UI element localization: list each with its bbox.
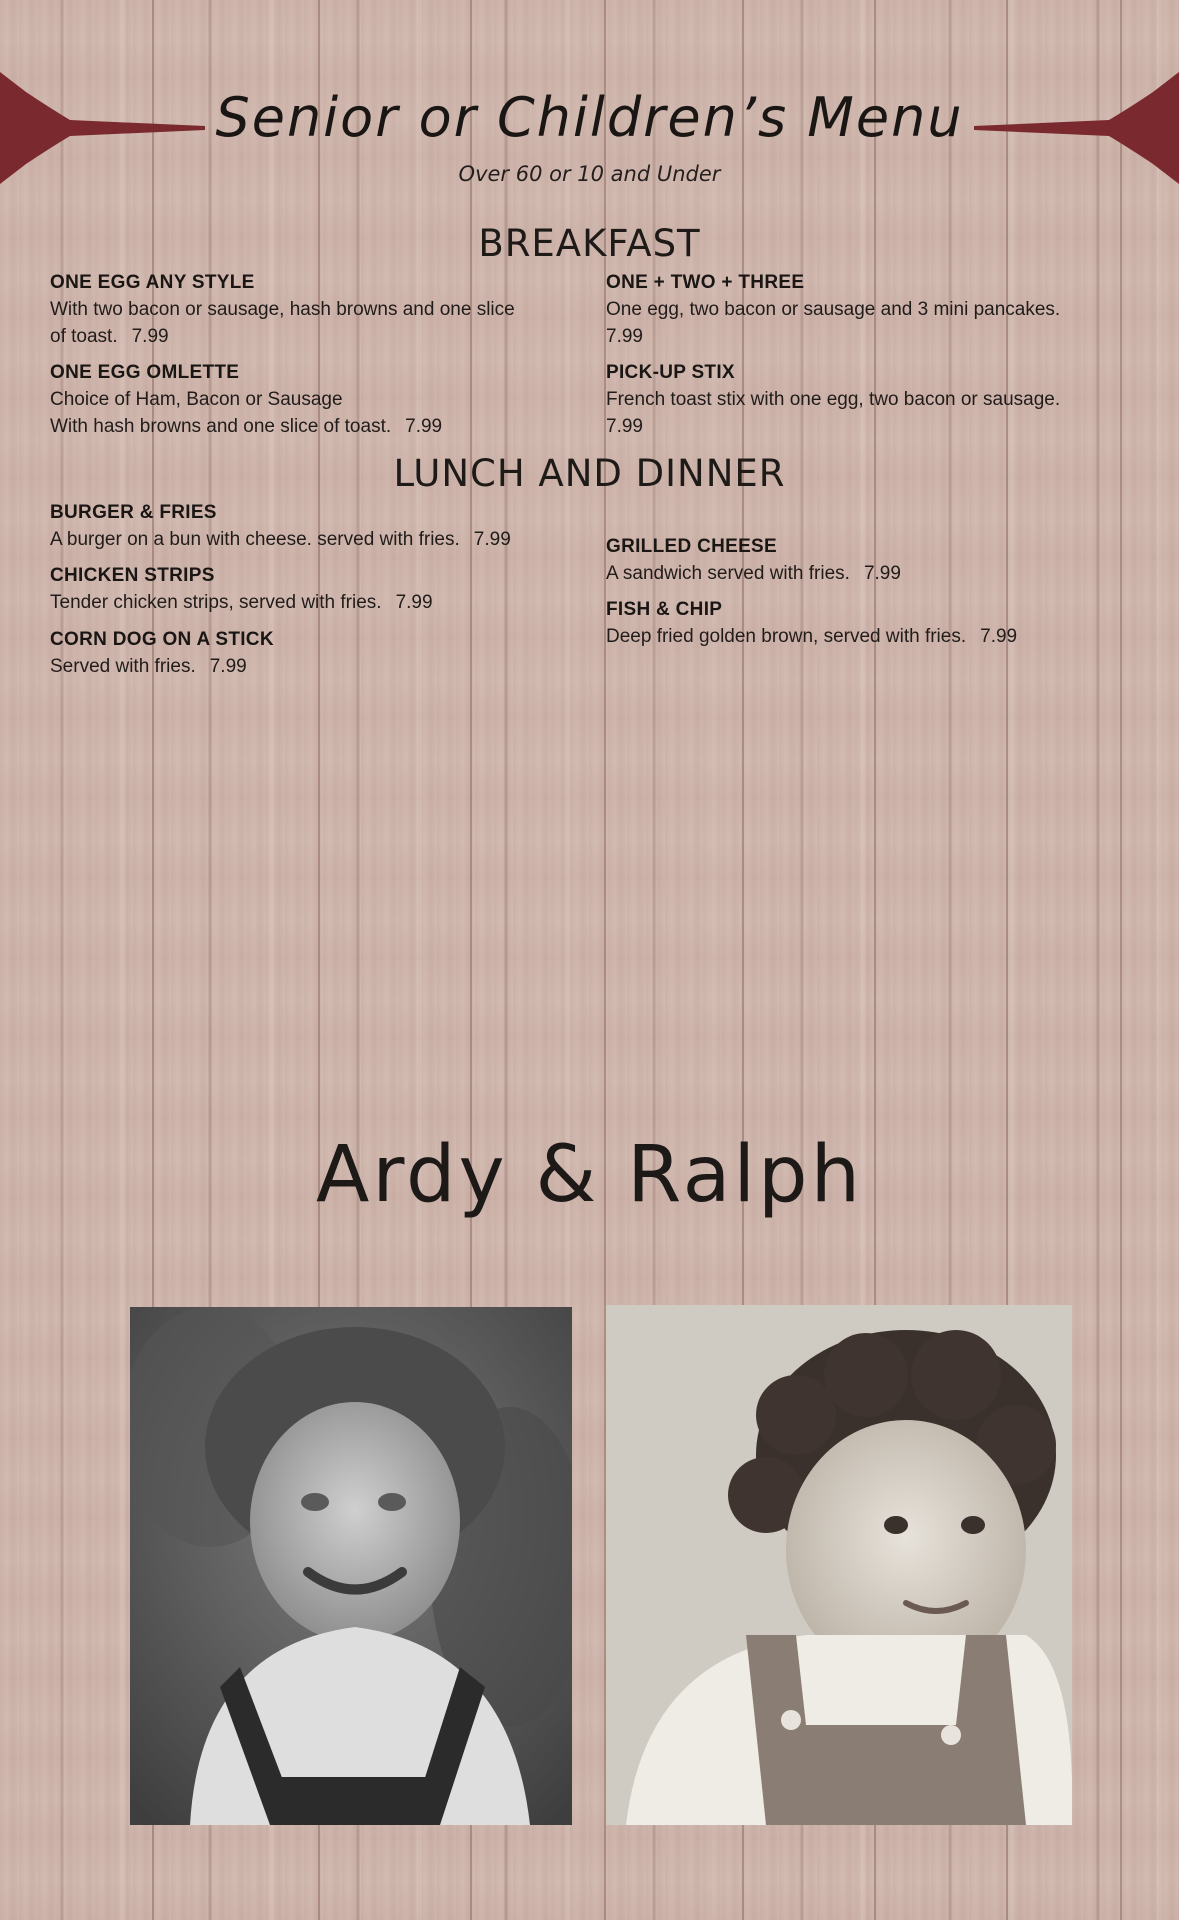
menu-item-burger-fries xyxy=(50,500,570,553)
item-price: 7.99 xyxy=(395,592,433,613)
menu-item-chicken-strips xyxy=(50,563,570,616)
item-name: ONE EGG ANY STYLE xyxy=(50,272,255,293)
item-price: 7.99 xyxy=(606,326,643,347)
lunch-dinner-section-title: LUNCH AND DINNER xyxy=(393,452,786,495)
item-description: Choice of Ham, Bacon or Sausage With hash browns and one slice of toast. 7.99 xyxy=(50,389,443,437)
item-name: ONE EGG OMLETTE xyxy=(50,362,240,383)
menu-title: Senior or Children’s Menu xyxy=(215,86,964,149)
item-name: PICK-UP STIX xyxy=(606,362,735,383)
item-price: 7.99 xyxy=(209,656,247,677)
item-name: BURGER & FRIES xyxy=(50,502,217,523)
child-photo-right xyxy=(606,1305,1072,1825)
menu-subtitle: Over 60 or 10 and Under xyxy=(458,162,721,186)
item-description: Deep fried golden brown, served with fries. 7.99 xyxy=(606,626,1018,647)
menu-item-grilled-cheese xyxy=(606,534,1166,587)
item-name: ONE + TWO + THREE xyxy=(606,272,805,293)
item-description: A burger on a bun with cheese. served with fries. 7.99 xyxy=(50,529,511,550)
item-price: 7.99 xyxy=(980,626,1018,647)
item-price: 7.99 xyxy=(863,563,901,584)
names-title: Ardy & Ralph xyxy=(315,1130,864,1220)
item-price: 7.99 xyxy=(131,326,169,347)
item-description: With two bacon or sausage, hash browns and one slice of toast. 7.99 xyxy=(50,299,515,347)
menu-item-fish-chip xyxy=(606,597,1166,650)
item-price: 7.99 xyxy=(473,529,511,550)
item-description: Tender chicken strips, served with fries. 7.99 xyxy=(50,592,433,613)
item-description: A sandwich served with fries. 7.99 xyxy=(606,563,901,584)
child-photo-left xyxy=(130,1307,572,1825)
item-description: Served with fries. 7.99 xyxy=(50,656,247,677)
item-name: CORN DOG ON A STICK xyxy=(50,629,274,650)
menu-item-one-egg-omlette xyxy=(50,360,570,440)
menu-item-pick-up-stix xyxy=(606,360,1166,440)
item-description: One egg, two bacon or sausage and 3 mini pancakes. 7.99 xyxy=(606,299,1061,347)
item-price: 7.99 xyxy=(405,416,443,437)
menu-item-one-egg-any-style xyxy=(50,270,570,350)
breakfast-section-title: BREAKFAST xyxy=(478,222,701,265)
item-price: 7.99 xyxy=(606,416,643,437)
item-description: French toast stix with one egg, two bacon or sausage. 7.99 xyxy=(606,389,1061,437)
item-name: FISH & CHIP xyxy=(606,599,723,620)
menu-item-corn-dog xyxy=(50,627,570,680)
menu-item-one-two-three xyxy=(606,270,1166,350)
item-name: CHICKEN STRIPS xyxy=(50,565,215,586)
item-name: GRILLED CHEESE xyxy=(606,536,777,557)
